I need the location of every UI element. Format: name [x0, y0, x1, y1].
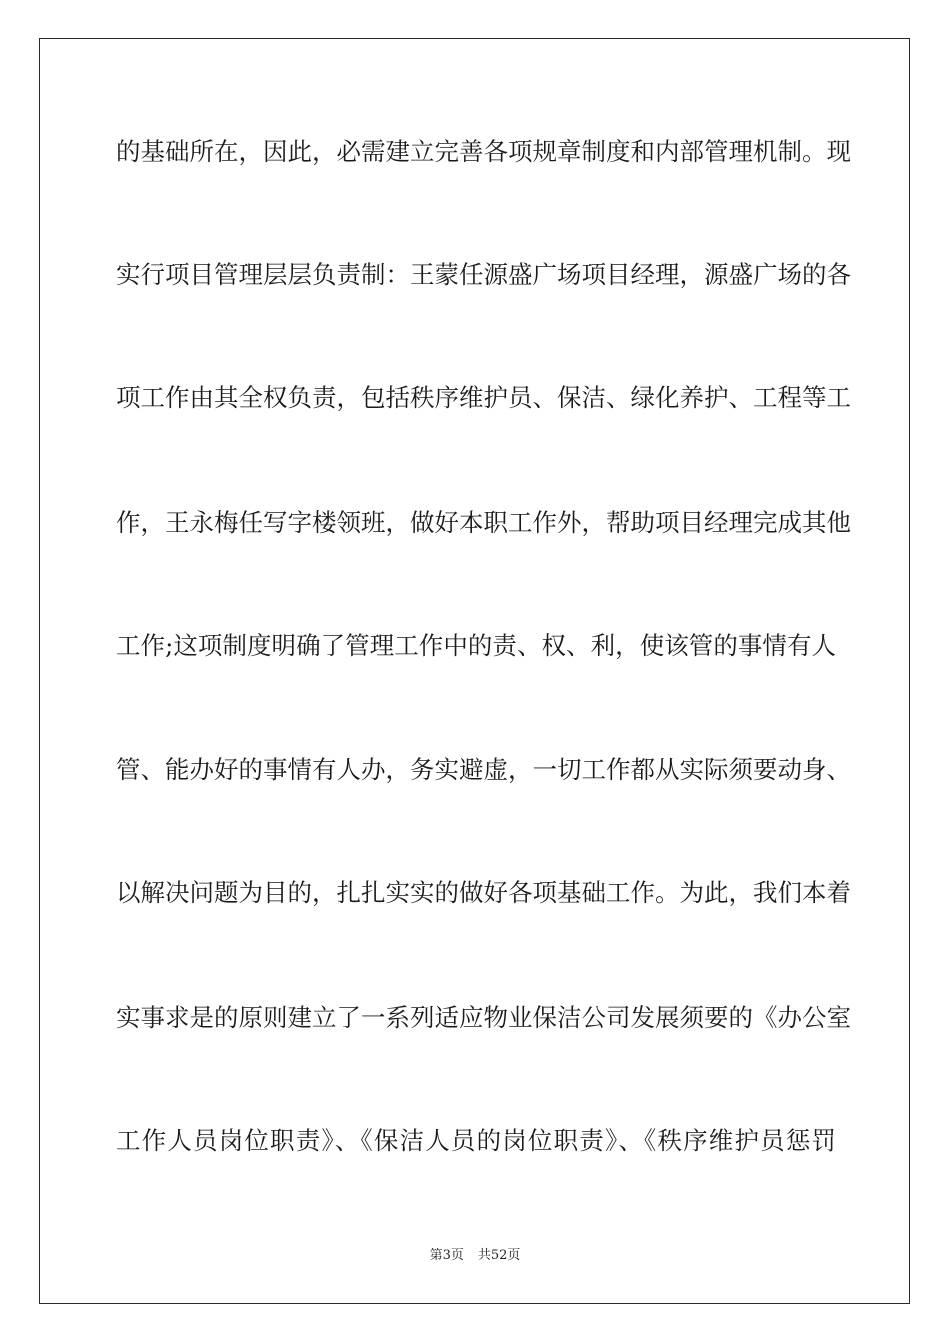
- text-line: 的基础所在，因此，必需建立完善各项规章制度和内部管理机制。现: [116, 137, 851, 166]
- text-line: 管、能办好的事情有人办，务实避虚，一切工作都从实际须要动身、: [116, 755, 851, 784]
- page-total: 共52页: [477, 1248, 521, 1263]
- text-line: 实事求是的原则建立了一系列适应物业保洁公司发展须要的《办公室: [116, 1003, 851, 1032]
- text-line: 以解决问题为目的，扎扎实实的做好各项基础工作。为此，我们本着: [116, 878, 851, 907]
- text-line: 工作;这项制度明确了管理工作中的责、权、利，使该管的事情有人: [116, 631, 836, 660]
- text-line: 作，王永梅任写字楼领班，做好本职工作外，帮助项目经理完成其他: [116, 508, 851, 537]
- page-footer: [0, 1246, 950, 1266]
- text-line: 工作人员岗位职责》、《保洁人员的岗位职责》、《秩序维护员惩罚: [116, 1126, 836, 1155]
- text-line: 实行项目管理层层负责制：王蒙任源盛广场项目经理，源盛广场的各: [116, 260, 851, 289]
- page-number: 第3页: [429, 1248, 464, 1263]
- page-border: [39, 38, 910, 1304]
- text-line: 项工作由其全权负责，包括秩序维护员、保洁、绿化养护、工程等工: [116, 383, 851, 412]
